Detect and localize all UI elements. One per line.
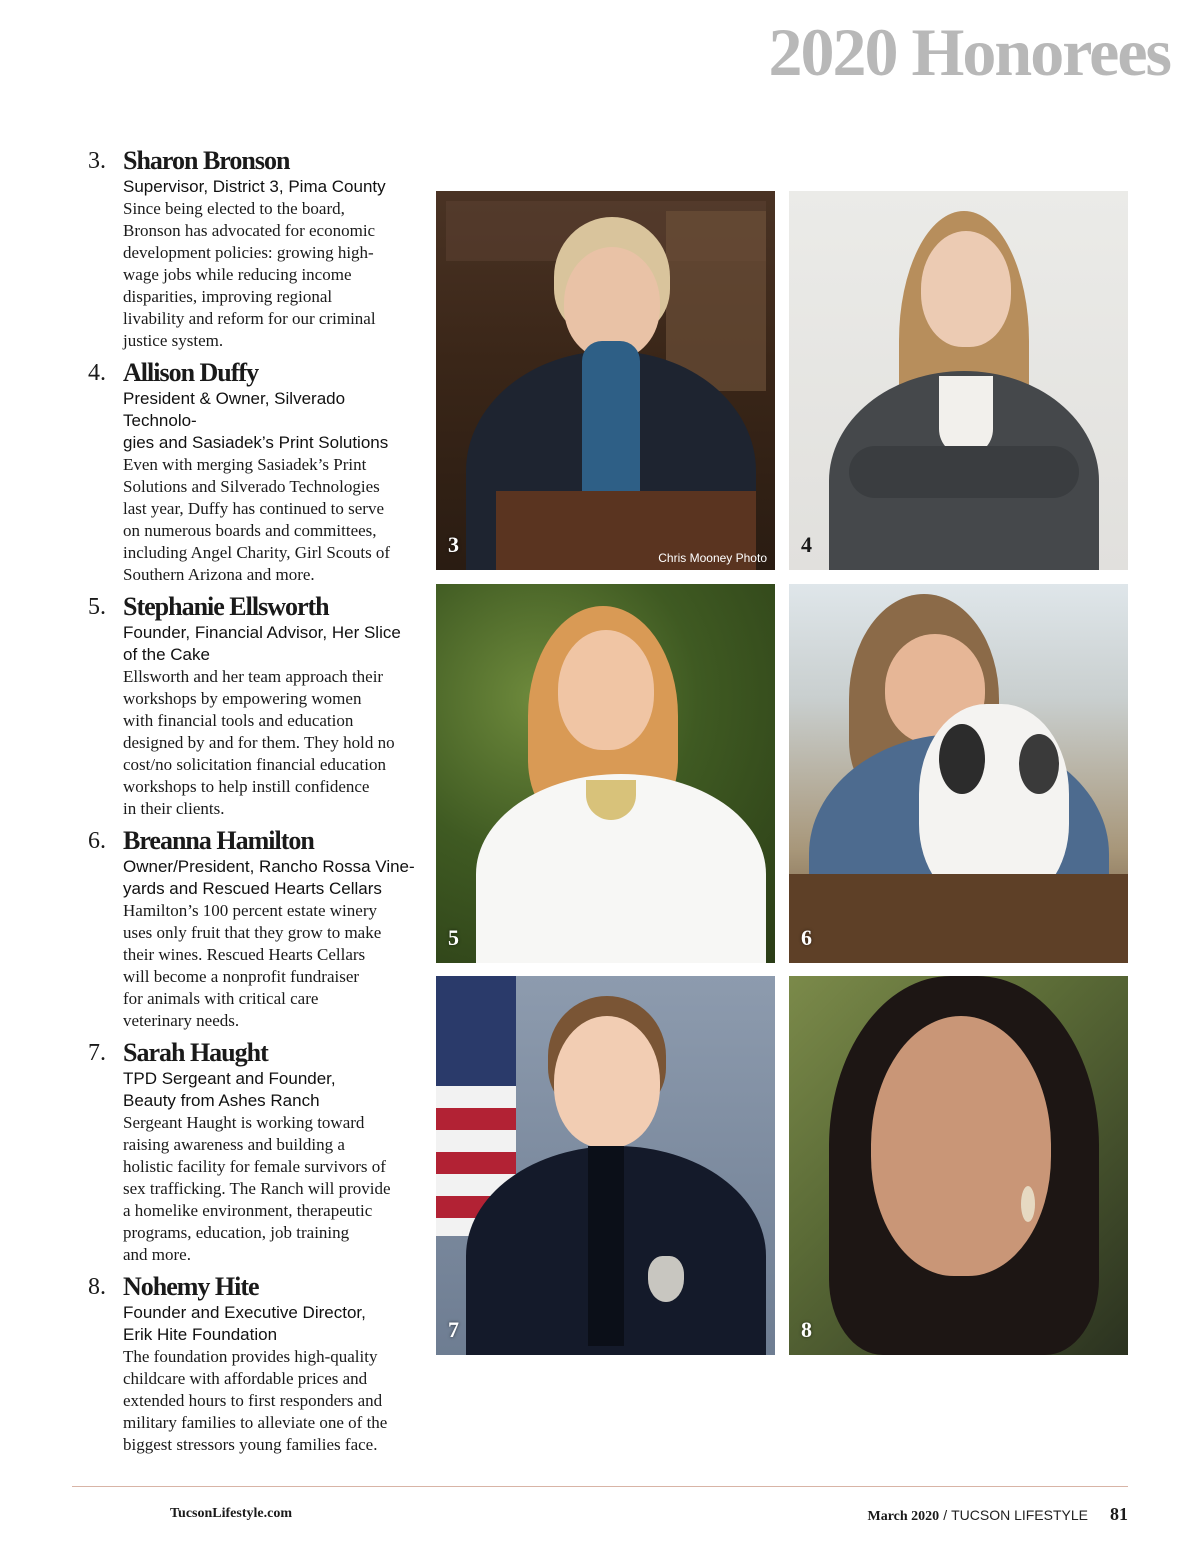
honoree-entry <box>88 592 418 820</box>
photo-honoree-7 <box>436 976 775 1355</box>
photo-credit: Chris Mooney Photo <box>658 551 767 565</box>
footer-separator: / <box>943 1507 948 1523</box>
honoree-role: Founder, Financial Advisor, Her Slice of the Cake <box>123 623 401 664</box>
photo-honoree-3 <box>436 191 775 570</box>
photo-number-label: 4 <box>801 532 812 557</box>
honoree-description: Sergeant Haught is working toward raising awareness and building a holistic facility for female survivors of sex trafficking. The Ranch will provide a homelike environment, therapeutic programs, education, job training and more. <box>123 1113 391 1264</box>
footer-divider <box>72 1486 1128 1487</box>
honoree-name: Stephanie Ellsworth <box>123 592 329 621</box>
honoree-entry <box>88 1038 418 1266</box>
honoree-name: Allison Duffy <box>123 358 259 387</box>
honoree-number: 4. <box>88 360 106 386</box>
honoree-number: 7. <box>88 1040 106 1066</box>
honoree-name: Sharon Bronson <box>123 146 290 175</box>
photo-number-label: 7 <box>448 1317 459 1342</box>
photo-honoree-8 <box>789 976 1128 1355</box>
honoree-description: The foundation provides high-quality childcare with affordable prices and extended hours to first responders and military families to alleviate one of the biggest stressors young families face. <box>123 1347 388 1454</box>
honoree-name: Sarah Haught <box>123 1038 268 1067</box>
honoree-name: Nohemy Hite <box>123 1272 259 1301</box>
honoree-description: Ellsworth and her team approach their workshops by empowering women with financial tools and education designed by and for them. They hold no cost/no solicitation financial education workshops to help instill confidence in their clients. <box>123 667 395 818</box>
honoree-role: President & Owner, Silverado Technolo- gies and Sasiadek’s Print Solutions <box>123 389 389 452</box>
honoree-description: Even with merging Sasiadek’s Print Solutions and Silverado Technologies last year, Duffy has continued to serve on numerous boards and committees, including Angel Charity, Girl Scouts of Southern Arizona and more. <box>123 455 391 584</box>
footer-website: TucsonLifestyle.com <box>170 1506 292 1521</box>
photo-honoree-4 <box>789 191 1128 570</box>
footer-folio <box>868 1504 1129 1525</box>
honoree-number: 6. <box>88 828 106 854</box>
honoree-number: 3. <box>88 148 106 174</box>
photo-number-label: 5 <box>448 925 459 950</box>
photo-number-label: 6 <box>801 925 812 950</box>
honoree-entry <box>88 358 418 586</box>
honoree-entry <box>88 1272 418 1456</box>
honoree-entry <box>88 146 418 352</box>
honoree-entry <box>88 826 418 1032</box>
photo-honoree-5 <box>436 584 775 963</box>
photo-honoree-6 <box>789 584 1128 963</box>
footer-page-number: 81 <box>1110 1504 1128 1524</box>
honoree-role: TPD Sergeant and Founder, Beauty from Ashes Ranch <box>123 1069 336 1110</box>
honoree-role: Supervisor, District 3, Pima County <box>123 177 386 196</box>
honoree-number: 5. <box>88 594 106 620</box>
footer-issue-date: March 2020 <box>867 1509 940 1524</box>
honoree-description: Hamilton’s 100 percent estate winery uses only fruit that they grow to make their wines. Rescued Hearts Cellars will become a nonprofit fundraiser for animals with critical care veterinary needs. <box>123 901 382 1030</box>
footer-magazine-name: TUCSON LIFESTYLE <box>951 1507 1088 1523</box>
honoree-description: Since being elected to the board, Bronson has advocated for economic development policies: growing high- wage jobs while reducing income disparities, improving regional livability and reform for our criminal justice system. <box>123 199 376 350</box>
photo-number-label: 8 <box>801 1317 812 1342</box>
honoree-role: Owner/President, Rancho Rossa Vine- yards and Rescued Hearts Cellars <box>123 857 415 898</box>
honoree-role: Founder and Executive Director, Erik Hite Foundation <box>123 1303 366 1344</box>
honoree-name: Breanna Hamilton <box>123 826 314 855</box>
honoree-number: 8. <box>88 1274 106 1300</box>
honoree-list <box>88 146 418 1462</box>
photo-number-label: 3 <box>448 532 459 557</box>
page-title: 2020 Honorees <box>768 14 1170 90</box>
